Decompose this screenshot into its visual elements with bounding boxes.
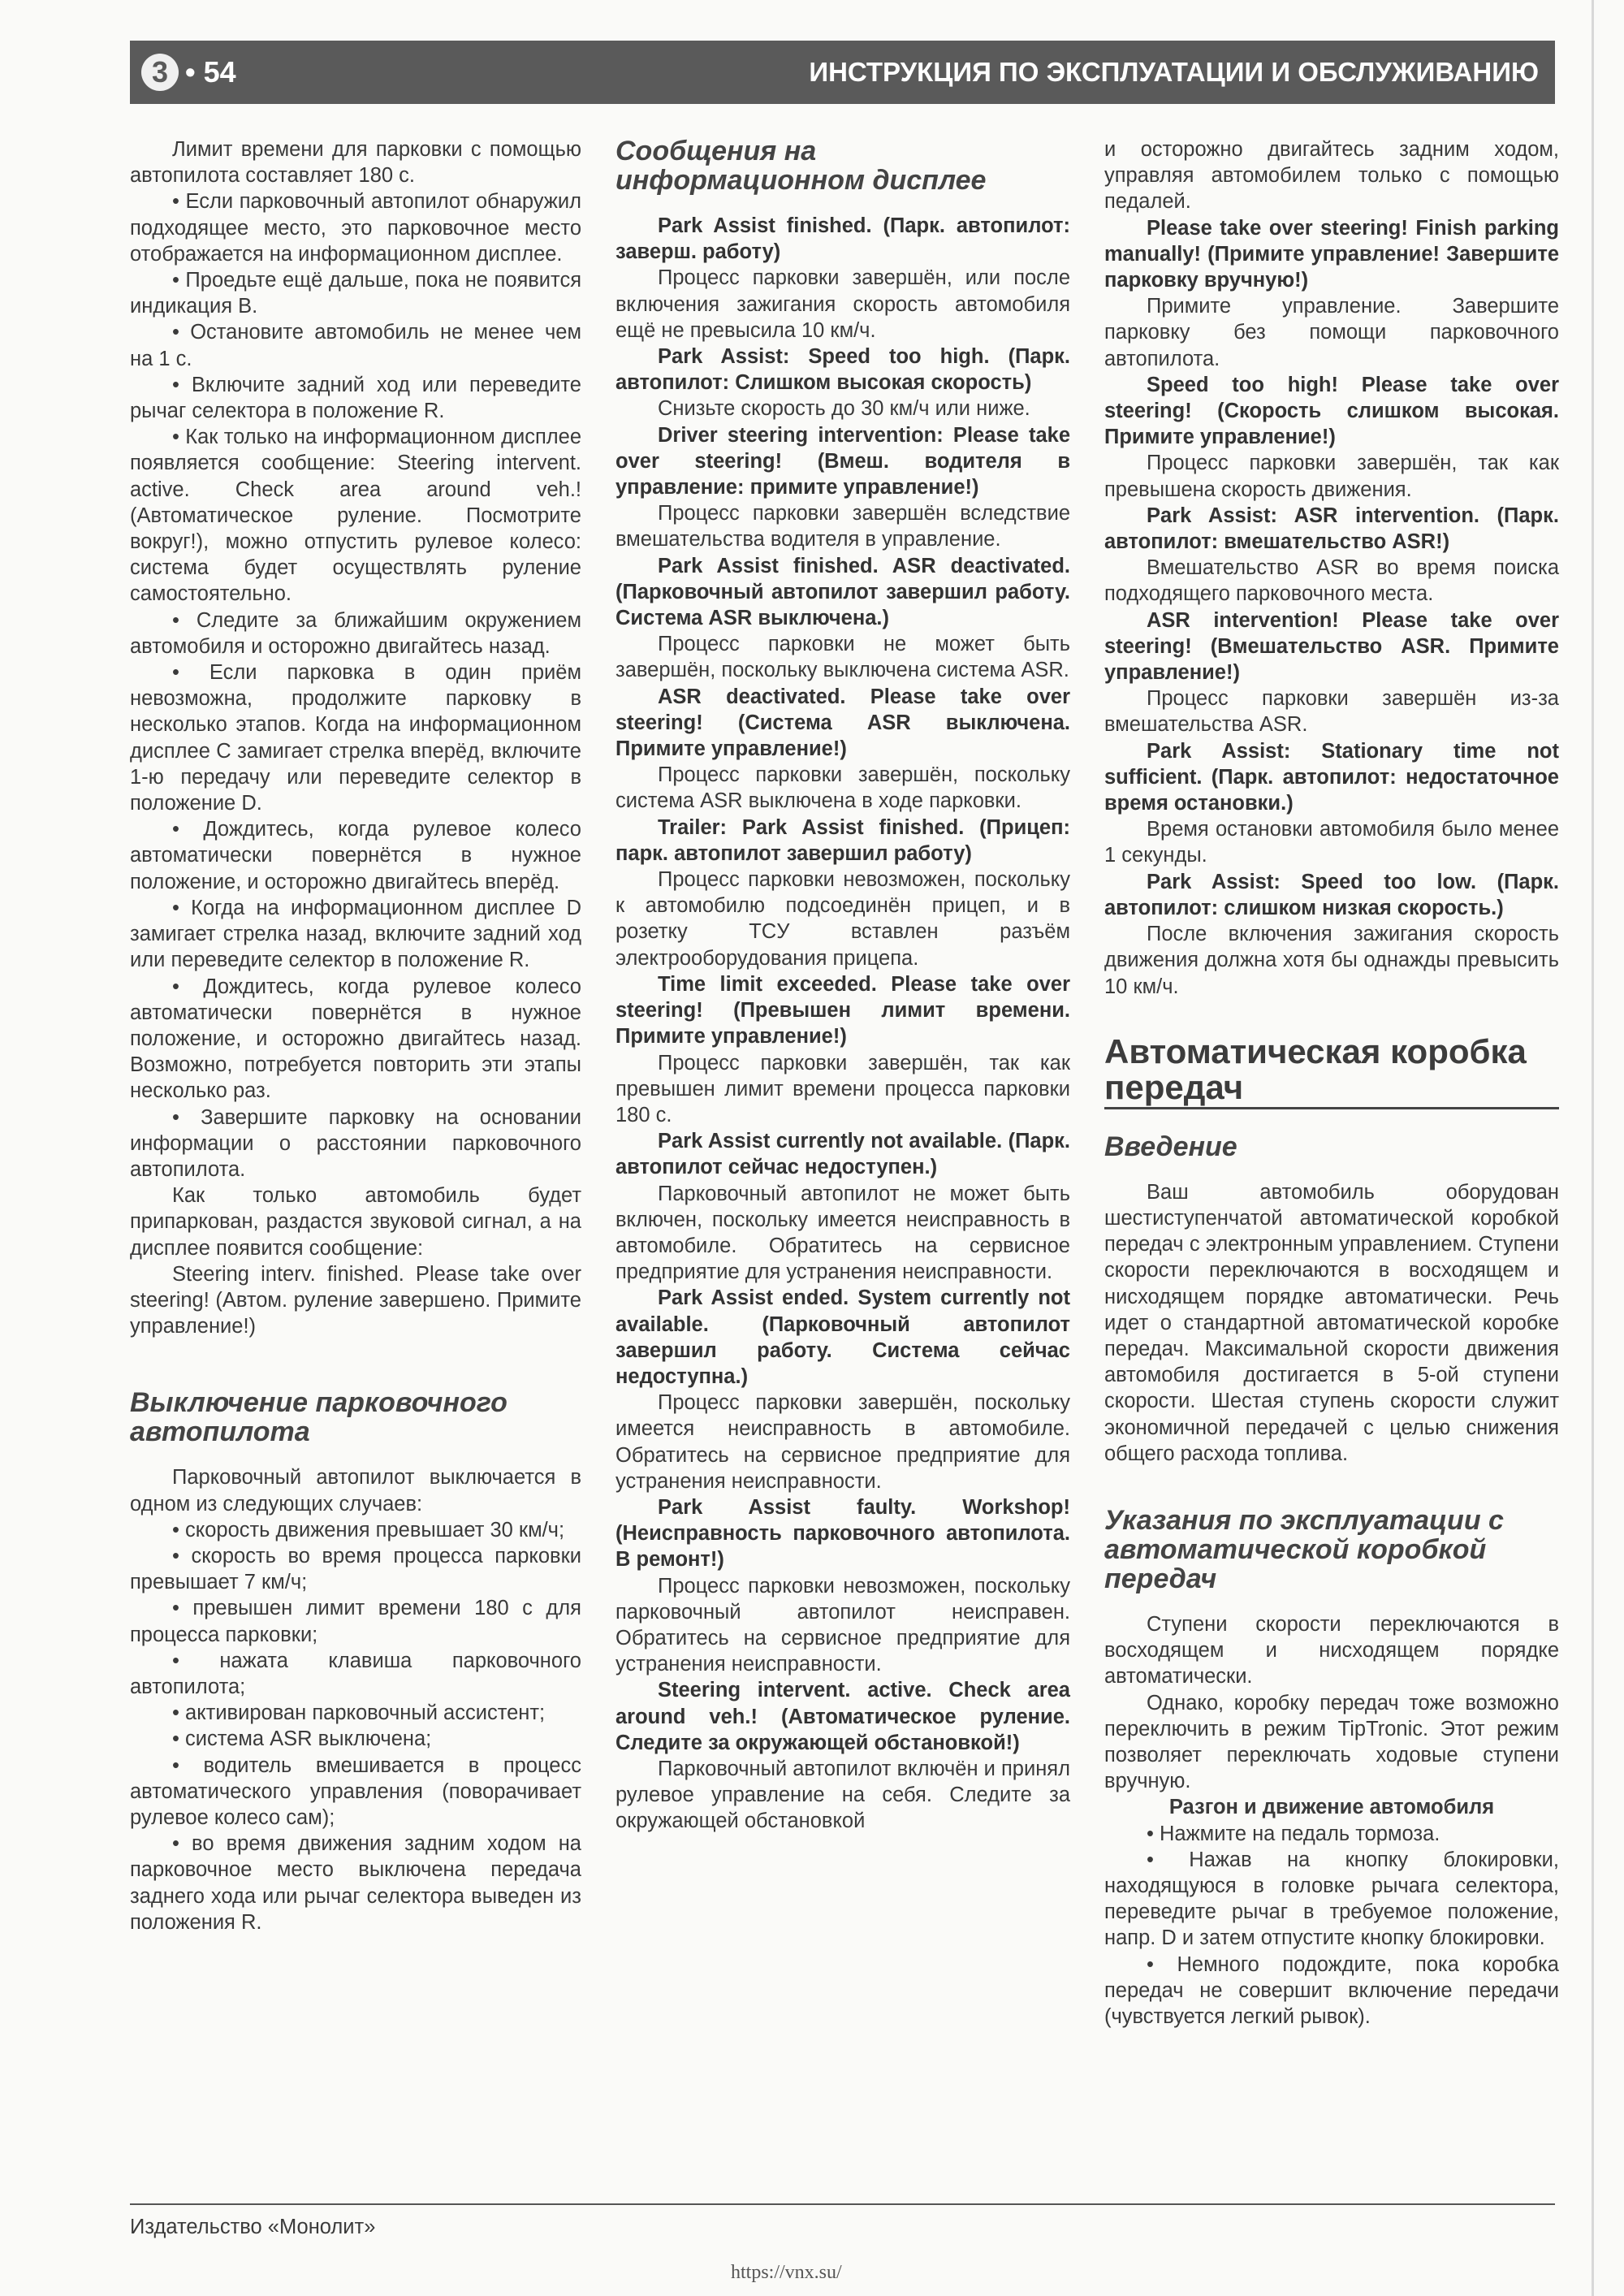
bullet-item: • превышен лимит времени 180 с для процесса парковки; (130, 1597, 581, 1646)
bullet-item: • Нажав на кнопку блокировки, находящуюся в головке рычага селектора, переведите рычаг в требуемое положение, напр. D и затем отпустите кнопку блокировки. (1104, 1848, 1559, 1950)
paragraph: Примите управление. Завершите парковку без помощи парковочного автопилота. (1104, 295, 1559, 370)
paragraph: Однако, коробку передач тоже возможно переключить в режим TipTronic. Этот режим позволяет переключать ходовые ступени вручную. (1104, 1691, 1559, 1793)
paragraph: Снизьте скорость до 30 км/ч или ниже. (658, 397, 1030, 421)
paragraph: Парковочный автопилот не может быть включен, поскольку имеется неисправность в автомобиле. Обратитесь на сервисное предприятие для устранения неисправности. (615, 1182, 1070, 1284)
bullet-item: • Проедьте ещё дальше, пока не появится индикация B. (130, 269, 581, 318)
bullet-item: • скорость движения превышает 30 км/ч; (172, 1518, 565, 1541)
paragraph: Процесс парковки не может быть завершён, поскольку выключена система ASR. (615, 633, 1070, 682)
bullet-item: • система ASR выключена; (172, 1727, 432, 1751)
bullet-item: • Немного подождите, пока коробка передач не совершит включение передачи (чувствуется легкий рывок). (1104, 1952, 1559, 2028)
column-2 (615, 136, 1070, 1835)
display-message: ASR intervention! Please take over steering! (Вмешательство ASR. Примите управление!) (1104, 608, 1559, 685)
paragraph: Процесс парковки завершён, поскольку имеется неисправность в автомобиле. Обратитесь на сервисное предприятие для устранения неисправности. (615, 1391, 1070, 1493)
subheading-start-driving: Разгон и движение автомобиля (1168, 1796, 1495, 1819)
section-heading-intro: Введение (1104, 1131, 1237, 1162)
bullet-item: • Как только на информационном дисплее появляется сообщение: Steering intervent. active. Check area around veh.! (Автоматическое руление. Посмотрите вокруг!), можно отпустить рулевое колесо: система будет осуществлять руление самостоятельно. (130, 426, 581, 606)
bullet-item: • во время движения задним ходом на парковочное место выключена передача заднего хода или рычаг селектора выведен из положения R. (130, 1832, 581, 1934)
display-message: Trailer: Park Assist finished. (Прицеп: парк. автопилот завершил работу) (615, 815, 1070, 865)
display-message: Park Assist ended. System currently not available. (Парковочный автопилот завершил работу. Система сейчас недоступна.) (615, 1286, 1070, 1388)
bullet-item: • Дождитесь, когда рулевое колесо автоматически повернётся в нужное положение, и осторожно двигайтесь вперёд. (130, 818, 581, 893)
bullet-item: • нажата клавиша парковочного автопилота; (130, 1649, 581, 1698)
section-heading-messages: Сообщения на информационном дисплее (615, 136, 987, 196)
page-header (130, 41, 1555, 104)
paragraph: Время остановки автомобиля было менее 1 секунды. (1104, 818, 1559, 867)
bullet-item: • Когда на информационном дисплее D замигает стрелка назад, включите задний ход или переведите селектор в положение R. (130, 896, 581, 972)
paragraph: Процесс парковки завершён, поскольку система ASR выключена в ходе парковки. (615, 763, 1070, 813)
bullet-item: • Включите задний ход или переведите рычаг селектора в положение R. (130, 373, 581, 423)
chapter-number-badge: 3 (141, 54, 179, 91)
bullet-item: • Нажмите на педаль тормоза. (1147, 1822, 1440, 1845)
display-message: Park Assist faulty. Workshop! (Неисправность парковочного автопилота. В ремонт!) (615, 1495, 1070, 1572)
display-message: Park Assist currently not available. (Парк. автопилот сейчас недоступен.) (615, 1130, 1070, 1179)
bullet-item: • активирован парковочный ассистент; (172, 1701, 546, 1725)
bullet-item: • Дождитесь, когда рулевое колесо автоматически повернётся в нужное положение, и осторожно двигайтесь назад. Возможно, потребуется повторить эти этапы несколько раз. (130, 975, 581, 1103)
paragraph: Парковочный автопилот выключается в одном из следующих случаев: (130, 1466, 581, 1516)
display-message: Driver steering intervention: Please take over steering! (Вмеш. водителя в управление: примите управление!) (615, 423, 1070, 499)
footer-divider (130, 2203, 1555, 2205)
display-message: Speed too high! Please take over steering! (Скорость слишком высокая. Примите управление!) (1104, 373, 1559, 449)
display-message: Park Assist: Speed too low. (Парк. автопилот: слишком низкая скорость.) (1104, 870, 1559, 919)
display-message: Park Assist: Stationary time not sufficient. (Парк. автопилот: недостаточное время остановки.) (1104, 739, 1559, 815)
bullet-item: • Остановите автомобиль не менее чем на 1 с. (130, 321, 581, 370)
paragraph: Процесс парковки завершён, или после включения зажигания скорость автомобиля ещё не превысила 10 км/ч. (615, 266, 1070, 342)
paragraph: Процесс парковки невозможен, поскольку к автомобилю подсоединён прицеп, и в розетку TCУ вставлен разъём электрооборудования прицепа. (615, 868, 1070, 970)
display-message: ASR deactivated. Please take over steering! (Система ASR выключена. Примите управление!) (615, 685, 1070, 761)
paragraph: Процесс парковки завершён, так как превышена скорость движения. (1104, 452, 1559, 501)
bullet-item: • Следите за ближайшим окружением автомобиля и осторожно двигайтесь назад. (130, 608, 581, 658)
paragraph: Парковочный автопилот включён и принял рулевое управление на себя. Следите за окружающей обстановкой (615, 1757, 1070, 1833)
page-edge-line (1592, 0, 1594, 2296)
bullet-item: • водитель вмешивается в процесс автоматического управления (поворачивает рулевое колесо сам); (130, 1753, 581, 1829)
display-message: Please take over steering! Finish parking manually! (Примите управление! Завершите парковку вручную!) (1104, 216, 1559, 292)
section-heading-parking-off: Выключение парковочного автопилота (130, 1387, 508, 1448)
display-message: Time limit exceeded. Please take over steering! (Превышен лимит времени. Примите управление!) (615, 972, 1070, 1049)
paragraph: Ступени скорости переключаются в восходящем и нисходящем порядке автоматически. (1104, 1612, 1559, 1688)
paragraph: Steering interv. finished. Please take over steering! (Автом. руление завершено. Примите управление!) (130, 1262, 581, 1338)
page-number: • 54 (185, 55, 236, 89)
paragraph: Процесс парковки невозможен, поскольку парковочный автопилот неисправен. Обратитесь на сервисное предприятие для устранения неисправности. (615, 1574, 1070, 1676)
bullet-item: • скорость во время процесса парковки превышает 7 км/ч; (130, 1544, 581, 1594)
paragraph: Процесс парковки завершён вследствие вмешательства водителя в управление. (615, 502, 1070, 551)
paragraph: После включения зажигания скорость движения должна хотя бы однажды превысить 10 км/ч. (1104, 923, 1559, 998)
column-3 (1104, 136, 1559, 2030)
display-message: Steering intervent. active. Check area around veh.! (Автоматическое руление. Следите за окружающей обстановкой!) (615, 1679, 1070, 1754)
paragraph: Вмешательство ASR во время поиска подходящего парковочного места. (1104, 556, 1559, 606)
paragraph: Как только автомобиль будет припаркован, раздастся звуковой сигнал, а на дисплее появится сообщение: (130, 1184, 581, 1260)
header-title: ИНСТРУКЦИЯ ПО ЭКСПЛУАТАЦИИ И ОБСЛУЖИВАНИЮ (809, 57, 1539, 87)
watermark-url: https://vnx.su/ (731, 2262, 842, 2283)
paragraph: Лимит времени для парковки с помощью автопилота составляет 180 с. (130, 138, 581, 188)
paragraph: и осторожно двигайтесь задним ходом, управляя автомобилем только с помощью педалей. (1104, 138, 1559, 214)
paragraph: Процесс парковки завершён из-за вмешательства ASR. (1104, 687, 1559, 737)
chapter-heading-automatic-gearbox: Автоматическая коробка передач (1104, 1034, 1559, 1109)
section-heading-usage: Указания по эксплуатации с автоматической коробкой передач (1104, 1504, 1504, 1594)
display-message: Park Assist: ASR intervention. (Парк. автопилот: вмешательство ASR!) (1104, 504, 1559, 554)
display-message: Park Assist finished. ASR deactivated. (Парковочный автопилот завершил работу. Система ASR выключена.) (615, 554, 1070, 630)
column-1 (130, 136, 581, 1935)
display-message: Park Assist: Speed too high. (Парк. автопилот: Слишком высокая скорость) (615, 345, 1070, 395)
paragraph: Процесс парковки завершён, так как превышен лимит времени процесса парковки 180 с. (615, 1051, 1070, 1126)
bullet-item: • Если парковочный автопилот обнаружил подходящее место, это парковочное место отображается на информационном дисплее. (130, 190, 581, 266)
bullet-item: • Если парковка в один приём невозможна, продолжите парковку в несколько этапов. Когда на информационном дисплее C замигает стрелка вперёд, включите 1-ю передачу или переведите селектор в положение D. (130, 661, 581, 815)
publisher-name: Издательство «Монолит» (130, 2216, 376, 2238)
display-message: Park Assist finished. (Парк. автопилот: заверш. работу) (615, 214, 1070, 264)
paragraph: Ваш автомобиль оборудован шестиступенчатой автоматической коробкой передач с электронным управлением. Ступени скорости переключаются в восходящем и нисходящем порядке автоматически. Речь идет о стандартной автоматической коробке передач. Максимальной скорости движения автомобиля достигается в 5-ой ступени скорости. Шестая ступень скорости служит экономичной передачей с целью снижения общего расхода топлива. (1104, 1180, 1559, 1465)
bullet-item: • Завершите парковку на основании информации о расстоянии парковочного автопилота. (130, 1105, 581, 1181)
